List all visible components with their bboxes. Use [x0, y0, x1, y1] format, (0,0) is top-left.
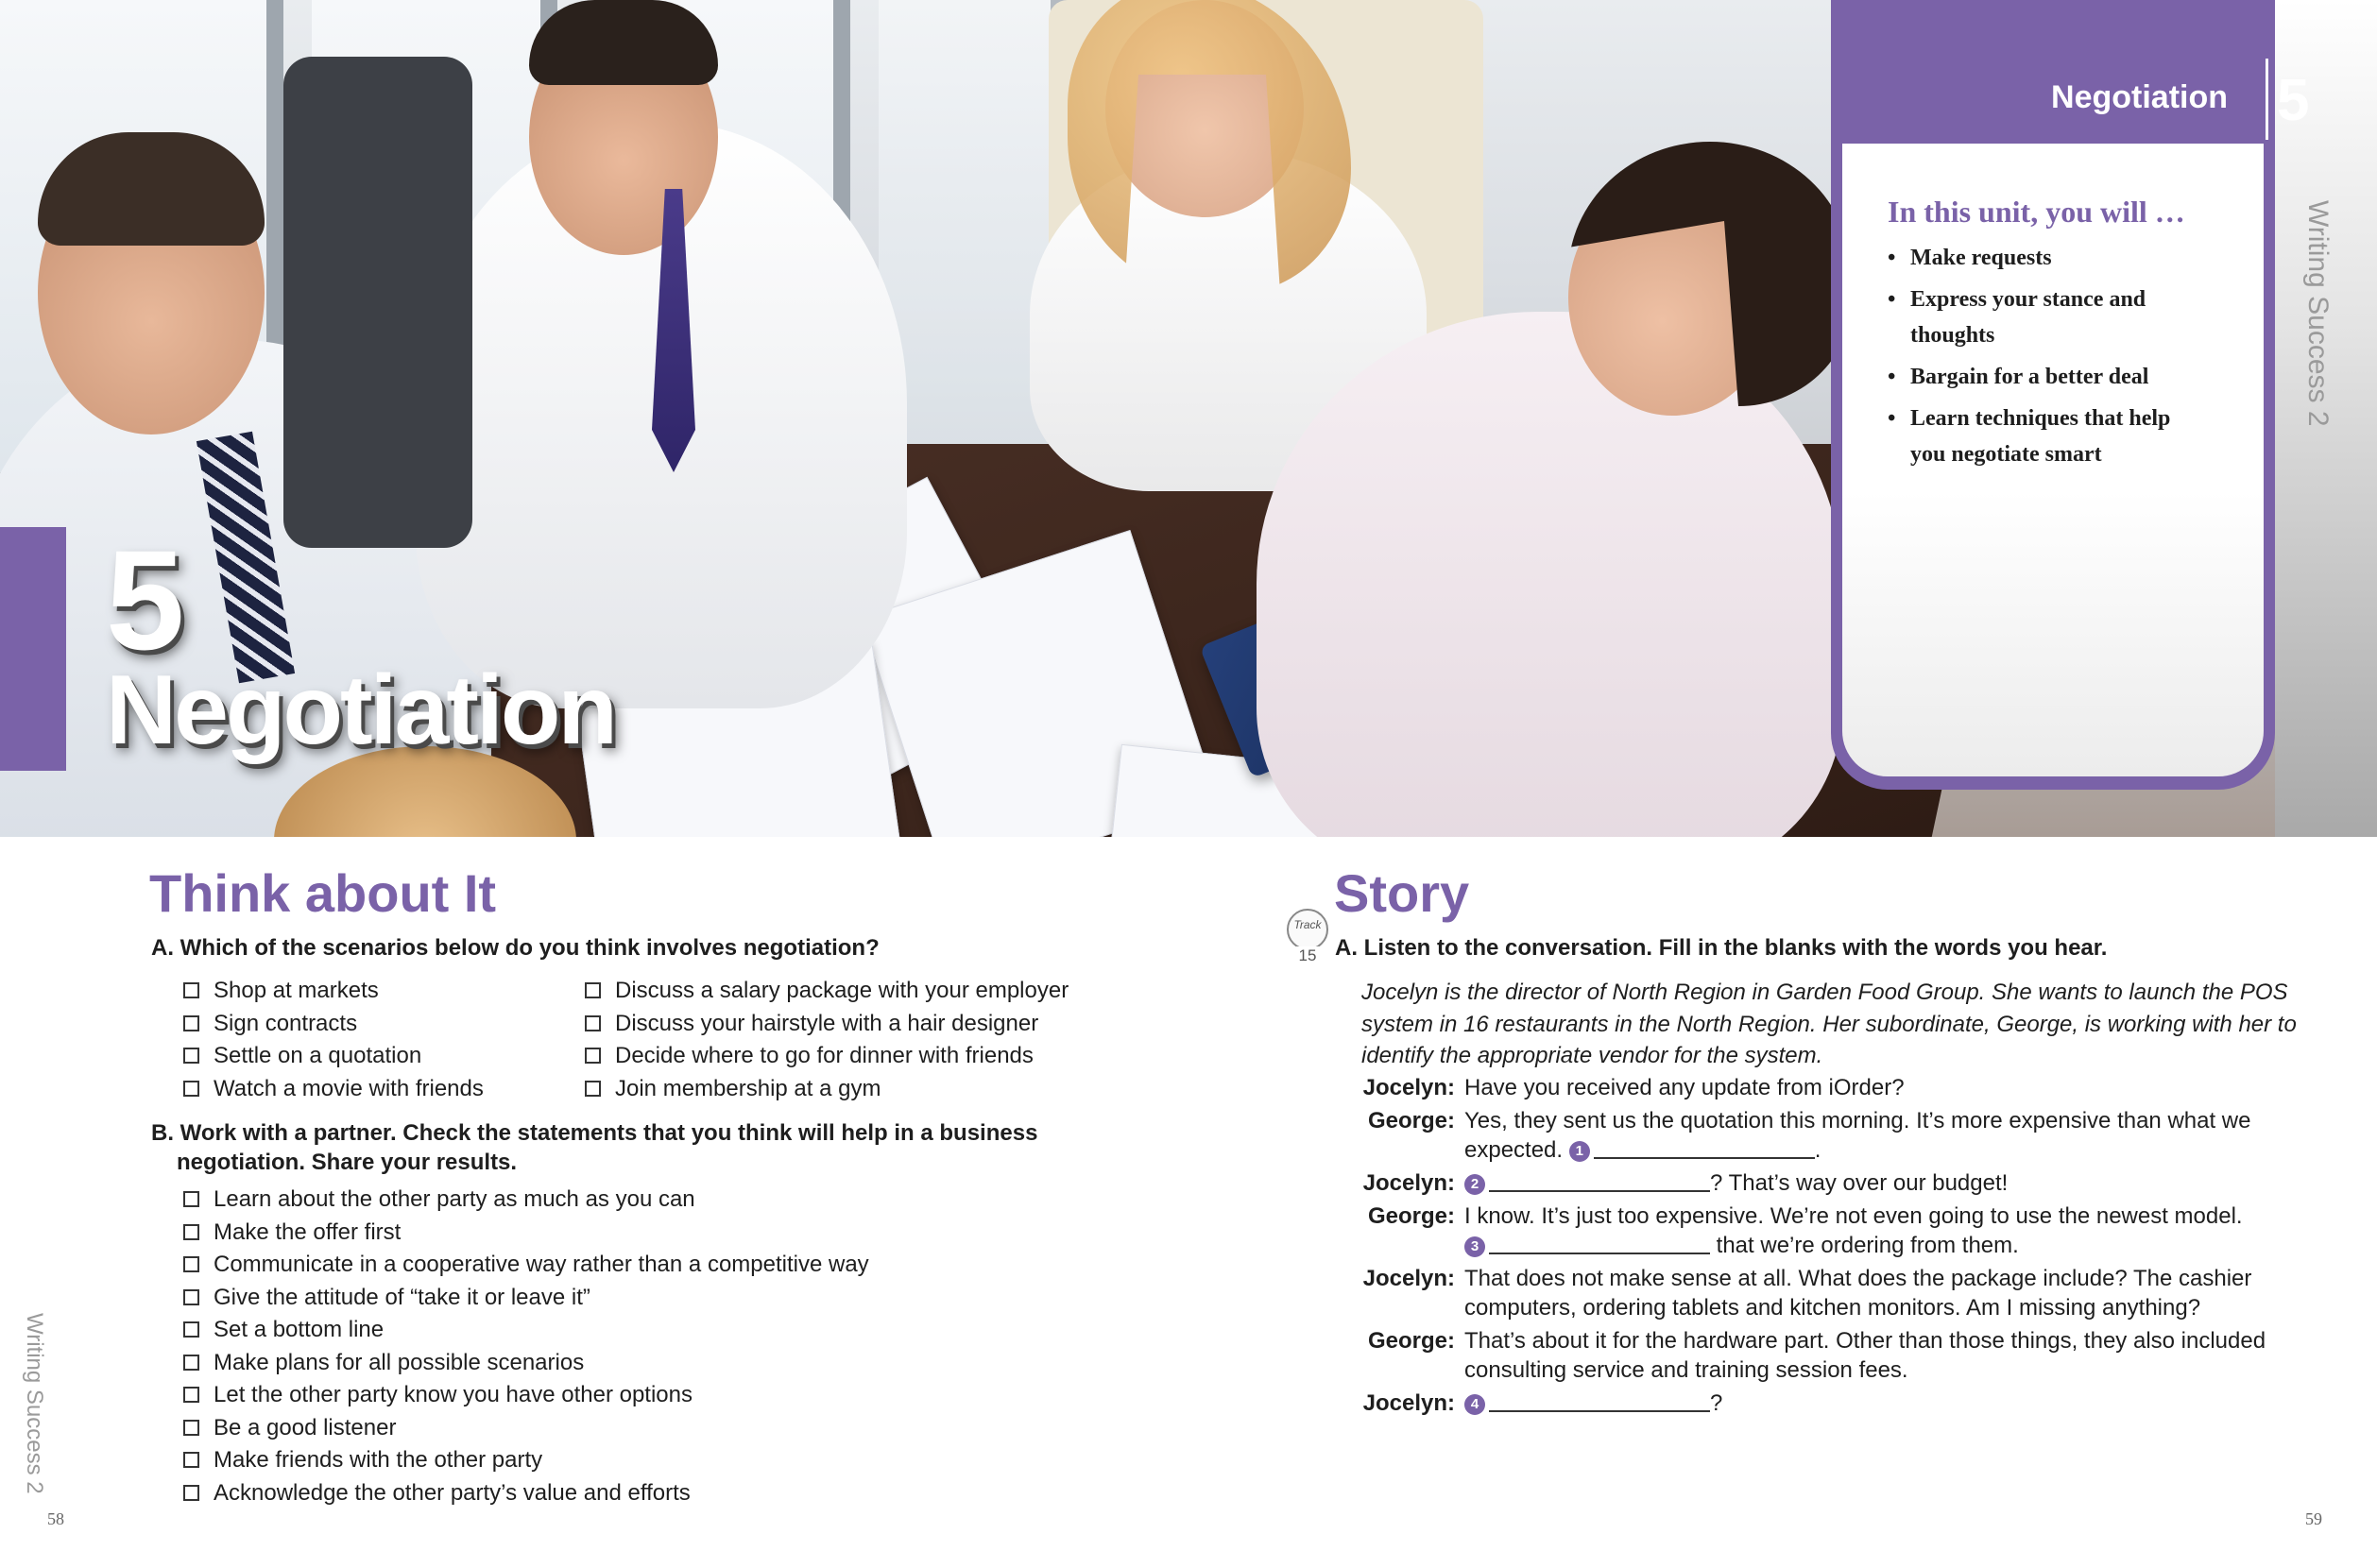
blank-number-icon: 4 — [1464, 1394, 1485, 1415]
checkbox-icon[interactable] — [585, 1015, 601, 1031]
checkbox-icon[interactable] — [183, 1081, 199, 1097]
checkbox-icon[interactable] — [183, 1355, 199, 1371]
track-label: Track — [1293, 918, 1322, 931]
speaker: Jocelyn: — [1362, 1075, 1455, 1100]
speaker: George: — [1367, 1328, 1455, 1354]
speaker: Jocelyn: — [1362, 1170, 1455, 1196]
story-instruction: A. Listen to the conversation. Fill in the blanks with the words you hear. — [1335, 935, 2108, 961]
checkbox-icon[interactable] — [585, 982, 601, 998]
line-text: ? — [1710, 1390, 1723, 1416]
checkbox-icon[interactable] — [585, 1081, 601, 1097]
dialog-line — [1361, 1168, 2306, 1198]
line-text: that we’re ordering from them. — [1710, 1233, 2019, 1258]
checkbox-icon[interactable] — [183, 1224, 199, 1240]
conversation — [1361, 1073, 2306, 1422]
blank-field[interactable] — [1489, 1234, 1710, 1254]
checkbox-icon[interactable] — [183, 1289, 199, 1305]
statement-item[interactable]: Give the attitude of “take it or leave it” — [183, 1282, 869, 1315]
bullet-icon: • — [1888, 406, 1896, 431]
bullet-icon: • — [1888, 365, 1896, 389]
statement-item[interactable]: Make plans for all possible scenarios — [183, 1347, 869, 1380]
statement-item[interactable]: Learn about the other party as much as you can — [183, 1184, 869, 1217]
checkbox-icon[interactable] — [183, 1321, 199, 1338]
objectives-list — [1888, 240, 2209, 478]
bullet-icon: • — [1888, 287, 1896, 312]
objective-item: • Learn techniques that help you negotiate smart — [1888, 401, 2209, 472]
scenario-item[interactable]: Decide where to go for dinner with friends — [585, 1040, 1069, 1073]
question-b-line1: B. Work with a partner. Check the statements that you think will help in a business — [151, 1120, 1038, 1146]
line-text: . — [1814, 1137, 1821, 1163]
question-a: A. Which of the scenarios below do you think involves negotiation? — [151, 935, 880, 961]
checkbox-icon[interactable] — [183, 1387, 199, 1403]
panel-header-divider — [2266, 59, 2268, 140]
scenario-item[interactable]: Settle on a quotation — [183, 1040, 484, 1073]
dialog-line — [1361, 1073, 2306, 1102]
line-text: I know. It’s just too expensive. We’re not even going to use the newest model. — [1464, 1203, 2243, 1229]
track-number: 15 — [1287, 946, 1328, 965]
accent-stripe — [0, 527, 66, 771]
page-number-left: 58 — [47, 1509, 64, 1528]
checkbox-icon[interactable] — [585, 1048, 601, 1064]
speaker: George: — [1367, 1203, 1455, 1229]
audio-track-icon[interactable] — [1287, 909, 1328, 962]
objective-item: • Make requests — [1888, 240, 2209, 276]
page-number-right: 59 — [2305, 1509, 2322, 1528]
statement-item[interactable]: Be a good listener — [183, 1412, 869, 1445]
dialog-line — [1361, 1106, 2306, 1165]
checkbox-icon[interactable] — [183, 1048, 199, 1064]
line-text: ? That’s way over our budget! — [1710, 1170, 2009, 1196]
objective-item: • Bargain for a better deal — [1888, 359, 2209, 395]
checkbox-icon[interactable] — [183, 982, 199, 998]
checkbox-icon[interactable] — [183, 1191, 199, 1207]
checkbox-icon[interactable] — [183, 1420, 199, 1436]
scenario-item[interactable]: Watch a movie with friends — [183, 1073, 484, 1106]
scenario-item[interactable]: Discuss a salary package with your employer — [585, 975, 1069, 1008]
scenario-item[interactable]: Discuss your hairstyle with a hair designer — [585, 1008, 1069, 1041]
blank-number-icon: 2 — [1464, 1174, 1485, 1195]
statement-item[interactable]: Acknowledge the other party’s value and efforts — [183, 1477, 869, 1510]
statement-item[interactable]: Let the other party know you have other options — [183, 1379, 869, 1412]
think-title: Think about It — [149, 863, 497, 923]
checkbox-icon[interactable] — [183, 1452, 199, 1468]
speaker: George: — [1367, 1108, 1455, 1133]
panel-header-number: 5 — [2277, 68, 2310, 133]
scenario-item[interactable]: Join membership at a gym — [585, 1073, 1069, 1106]
scenario-item[interactable]: Shop at markets — [183, 975, 484, 1008]
checkbox-icon[interactable] — [183, 1256, 199, 1272]
statement-item[interactable]: Make the offer first — [183, 1217, 869, 1250]
bullet-icon: • — [1888, 246, 1896, 270]
objectives-heading: In this unit, you will … — [1888, 195, 2185, 229]
dialog-line — [1361, 1264, 2306, 1322]
blank-number-icon: 3 — [1464, 1236, 1485, 1257]
person-center-hair — [529, 0, 718, 85]
story-intro: Jocelyn is the director of North Region in Garden Food Group. She wants to launch the POS system in 16 restaurants in the North Region. Her subordinate, George, is working with her to identify the appropriate vendor for the system. — [1361, 980, 2297, 1068]
unit-title: Negotiation — [106, 656, 615, 765]
scenario-list-1 — [183, 975, 484, 1105]
scenario-list-2 — [585, 975, 1069, 1105]
blank-field[interactable] — [1594, 1138, 1815, 1159]
statement-item[interactable]: Communicate in a cooperative way rather than a competitive way — [183, 1249, 869, 1282]
speaker: Jocelyn: — [1362, 1266, 1455, 1291]
question-b-line2: negotiation. Share your results. — [177, 1150, 518, 1175]
checkbox-icon[interactable] — [183, 1485, 199, 1501]
statement-list — [183, 1184, 869, 1509]
unit-number: 5 — [106, 520, 181, 679]
line-text: That’s about it for the hardware part. Other than those things, they also included consulting service and training session fees. — [1464, 1328, 2266, 1383]
office-chair — [283, 57, 472, 548]
book-title-vertical: Writing Success 2 — [2302, 200, 2334, 427]
dialog-line — [1361, 1326, 2306, 1385]
blank-field[interactable] — [1489, 1171, 1710, 1192]
dialog-line — [1361, 1389, 2306, 1418]
objective-item: • Express your stance and thoughts — [1888, 281, 2209, 353]
statement-item[interactable]: Make friends with the other party — [183, 1444, 869, 1477]
statement-item[interactable]: Set a bottom line — [183, 1314, 869, 1347]
dialog-line — [1361, 1202, 2306, 1260]
line-text: Yes, they sent us the quotation this morning. It’s more expensive than what we expected. — [1464, 1108, 2251, 1163]
blank-number-icon: 1 — [1569, 1141, 1590, 1162]
speaker: Jocelyn: — [1362, 1390, 1455, 1416]
panel-header-label: Negotiation — [2051, 79, 2228, 115]
blank-field[interactable] — [1489, 1391, 1710, 1412]
line-text: That does not make sense at all. What does the package include? The cashier computers, ordering tablets and kitchen monitors. Am I missing anything? — [1464, 1266, 2252, 1321]
checkbox-icon[interactable] — [183, 1015, 199, 1031]
book-title-footer: Writing Success 2 — [22, 1313, 47, 1494]
story-title: Story — [1334, 863, 1470, 923]
line-text: Have you received any update from iOrder? — [1464, 1075, 1905, 1100]
scenario-item[interactable]: Sign contracts — [183, 1008, 484, 1041]
